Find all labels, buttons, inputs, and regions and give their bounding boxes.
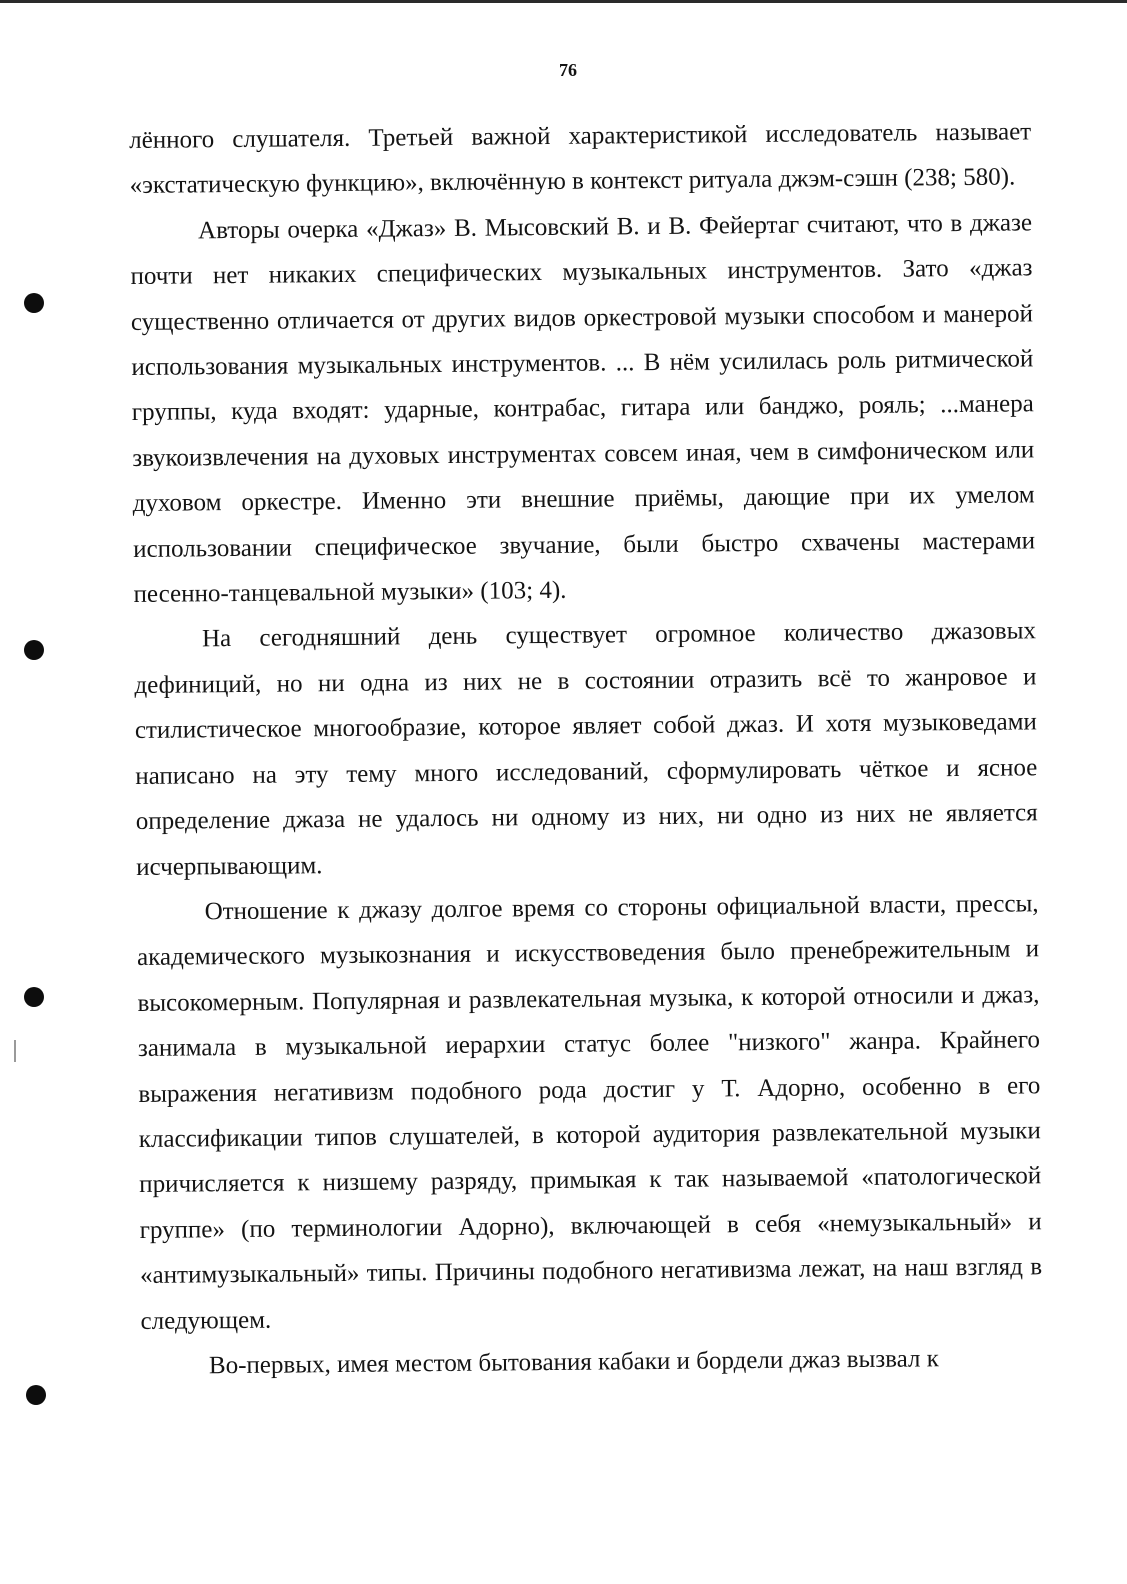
paragraph-authors-essay: Авторы очерка «Джаз» В. Мысовский В. и В. Фейертаг считают, что в джазе почти нет никаких специфических музыкальных инструментов. Зато «джаз существенно отличается от других видов оркестровой музыки способом и манерой использования музыкальных инструментов. ... В нём усилилась роль ритмической группы, куда входят: ударные, контрабас, гитара или банджо, рояль; ...манера звукоизвлечения на духовых инструментах совсем иная, чем в симфоническом или духовом оркестре. Именно эти внешние приёмы, дающие при их умелом использовании специфическое звучание, были быстро схвачены мастерами песенно-танцевальной музыки» (103; 4). [130, 209, 1036, 609]
scan-top-edge [0, 0, 1127, 3]
scan-stray-mark [14, 1040, 16, 1062]
punch-hole-mark [24, 987, 44, 1007]
punch-hole-mark [26, 1385, 46, 1405]
paragraph-attitude-to-jazz: Отношение к джазу долгое время со стороны официальной власти, прессы, академического музыкознания и искусствоведения было пренебрежительным и высокомерным. Популярная и развлекательная музыка, к которой относили и джаз, занимала в музыкальной иерархии статус более "низкого" жанра. Крайнего выражения негативизм подобного рода достиг у Т. Адорно, особенно в его классификации типов слушателей, в которой аудитория развлекательной музыки причисляется к низшему разряду, примыкая к так называемой «патологической группе» (по терминологии Адорно), включающей в себя «немузыкальный» и «антимузыкальный» типы. Причины подобного негативизма лежат, на наш взгляд в следующем. [136, 890, 1043, 1335]
paragraph-firstly: Во-первых, имея местом бытования кабаки и бордели джаз вызвал к [208, 1345, 939, 1380]
paragraph-jazz-definitions: На сегодняшний день существует огромное количество джазовых дефиниций, но ни одна из них не в состоянии отразить всё то жанровое и стилистическое многообразие, которое являет собой джаз. И хотя музыковедами написано на эту тему много исследований, сформулировать чёткое и ясное определение джаза не удалось ни одному из них, ни одно из них не является исчерпывающим. [134, 617, 1038, 881]
punch-hole-mark [24, 640, 44, 660]
page-number: 76 [559, 60, 577, 80]
body-text [129, 109, 1043, 1389]
punch-hole-mark [24, 293, 44, 313]
paragraph-continuation: лённого слушателя. Третьей важной характеристикой исследователь называет «экстатическую функцию», включённую в контекст ритуала джэм-сэшн (238; 580). [129, 118, 1032, 200]
